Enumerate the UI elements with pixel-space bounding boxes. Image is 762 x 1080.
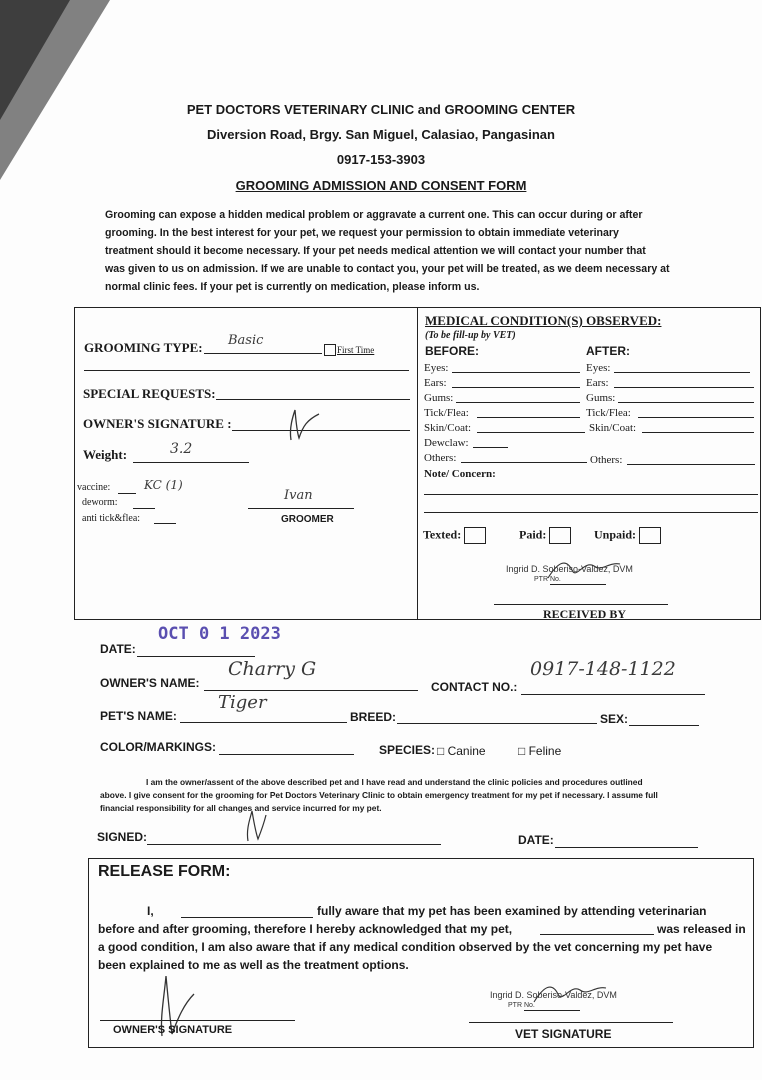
vet-release-signature-scribble <box>530 978 610 1008</box>
medical-subtitle: (To be fill-up by VET) <box>425 330 516 341</box>
breed-label: BREED: <box>350 710 397 724</box>
after-tickflea-line[interactable] <box>638 417 754 418</box>
after-gums-label: Gums: <box>586 392 616 404</box>
after-others-line[interactable] <box>627 464 755 465</box>
special-requests-label: SPECIAL REQUESTS: <box>83 386 216 401</box>
release-pet-line[interactable] <box>540 934 654 935</box>
after-skincoat-line[interactable] <box>642 432 754 433</box>
texted-label: Texted: <box>423 527 462 542</box>
vaccine-label: vaccine: <box>77 482 111 493</box>
intro-line: Grooming can expose a hidden medical problem or aggravate a current one. This can occur during or after <box>105 209 643 221</box>
anti-tick-line <box>154 523 176 524</box>
release-name-line[interactable] <box>181 917 313 918</box>
note-line-2[interactable] <box>424 512 758 513</box>
after-ears-line[interactable] <box>614 387 754 388</box>
paid-box[interactable] <box>549 527 571 544</box>
unpaid-label: Unpaid: <box>594 527 637 542</box>
owner-name-label: OWNER'S NAME: <box>100 676 200 690</box>
owner-signed-scribble <box>240 805 270 845</box>
before-eyes-label: Eyes: <box>424 362 449 374</box>
texted-box[interactable] <box>464 527 486 544</box>
release-line1-text: fully aware that my pet has been examined by attending veterinarian <box>317 904 707 918</box>
groomer-label: GROOMER <box>281 514 334 525</box>
intro-line: grooming. In the best interest for your pet, we request your permission to obtain immediate veterinary <box>105 227 619 239</box>
consent-line: above. I give consent for the grooming for Pet Doctors Veterinary Clinic to obtain emergency treatment for my pet if necessary. I assume full <box>100 790 658 800</box>
vet-signature-scribble <box>544 554 624 584</box>
consent-line: financial responsibility for all changes and service incurred for my pet. <box>100 803 382 813</box>
before-gums-label: Gums: <box>424 392 454 404</box>
pet-name-line <box>180 722 347 723</box>
release-line3-text: a good condition, I am also aware that if any medical condition observed by the vet concerning my pet have <box>98 940 713 954</box>
intro-line: normal clinic fees. If your pet is currently on medication, please inform us. <box>105 281 480 293</box>
before-skincoat-label: Skin/Coat: <box>424 422 472 434</box>
consent-paragraph <box>100 776 710 815</box>
weight-line <box>133 462 249 463</box>
before-gums-line[interactable] <box>456 402 580 403</box>
pet-name-value[interactable]: Tiger <box>218 692 267 713</box>
medical-title: MEDICAL CONDITION(S) OBSERVED: <box>425 313 662 328</box>
before-dewclaw-line[interactable] <box>473 447 508 448</box>
texted-checkbox[interactable] <box>423 527 486 544</box>
date-label: DATE: <box>100 642 136 656</box>
before-tickflea-line[interactable] <box>477 417 580 418</box>
after-eyes-line[interactable] <box>614 372 750 373</box>
vet-stamp-name: Ingrid D. Soberiso-Valdez, DVM <box>506 564 633 574</box>
note-concern-label: Note/ Concern: <box>424 468 496 480</box>
after-gums-line[interactable] <box>618 402 754 403</box>
contact-label: CONTACT NO.: <box>431 680 518 694</box>
pet-name-label: PET'S NAME: <box>100 709 177 723</box>
unpaid-box[interactable] <box>639 527 661 544</box>
owner-name-value[interactable]: Charry G <box>228 658 317 680</box>
deworm-line <box>133 508 155 509</box>
breed-line[interactable] <box>397 723 597 724</box>
after-eyes-label: Eyes: <box>586 362 611 374</box>
grooming-type-label: GROOMING TYPE: <box>84 340 203 355</box>
before-others-label: Others: <box>424 452 457 464</box>
clinic-address: Diversion Road, Brgy. San Miguel, Calasiao, Pangasinan <box>207 127 555 142</box>
release-owner-signature-label: OWNER'S SIGNATURE <box>113 1024 233 1036</box>
release-line4-text: been explained to me as well as the treatment options. <box>98 958 409 972</box>
grooming-type-line <box>204 353 322 354</box>
color-markings-line[interactable] <box>219 754 354 755</box>
date2-line[interactable] <box>555 847 698 848</box>
first-time-checkbox[interactable] <box>324 344 336 356</box>
intro-paragraph <box>105 206 715 296</box>
grooming-type-value[interactable]: Basic <box>228 333 264 348</box>
first-time-label: First Time <box>337 345 375 355</box>
intro-line: treatment should it become necessary. If your pet needs medical attention we will contact your number that <box>105 245 646 257</box>
before-eyes-line[interactable] <box>452 372 580 373</box>
deworm-label: deworm: <box>82 497 118 508</box>
weight-label: Weight: <box>83 447 128 462</box>
color-markings-label: COLOR/MARKINGS: <box>100 740 216 754</box>
vet-stamp-name: Ingrid D. Soberiso-Valdez, DVM <box>490 990 617 1000</box>
clinic-phone: 0917-153-3903 <box>336 152 426 167</box>
received-by-label: RECEIVED BY <box>543 607 627 621</box>
groomer-name[interactable]: Ivan <box>284 488 313 503</box>
vet-signature-label: VET SIGNATURE <box>515 1027 612 1041</box>
sex-label: SEX: <box>600 712 629 726</box>
date2-label: DATE: <box>518 833 554 847</box>
after-others-label: Others: <box>590 454 623 466</box>
before-label: BEFORE: <box>425 344 479 358</box>
groomer-line <box>248 508 354 509</box>
before-ears-label: Ears: <box>424 377 447 389</box>
canine-option[interactable]: □ Canine <box>437 744 486 758</box>
owner-name-line <box>204 690 418 691</box>
release-line2-text: before and after grooming, therefore I hereby acknowledged that my pet, <box>98 922 513 936</box>
sex-line[interactable] <box>629 725 699 726</box>
vet-signature-line[interactable] <box>469 1022 673 1023</box>
unpaid-checkbox[interactable] <box>594 527 661 544</box>
feline-option[interactable]: □ Feline <box>518 744 562 758</box>
contact-line <box>521 694 705 695</box>
signed-line[interactable] <box>147 844 441 845</box>
paid-label: Paid: <box>519 527 547 542</box>
before-dewclaw-label: Dewclaw: <box>424 437 469 449</box>
after-label: AFTER: <box>586 344 630 358</box>
species-label: SPECIES: <box>379 743 436 757</box>
release-owner-signature-line[interactable] <box>100 1020 295 1021</box>
after-ears-label: Ears: <box>586 377 609 389</box>
anti-tick-label: anti tick&flea: <box>82 513 141 524</box>
weight-value[interactable]: 3.2 <box>170 441 193 457</box>
after-tickflea-label: Tick/Flea: <box>586 407 631 419</box>
note-line-1[interactable] <box>424 494 758 495</box>
date-stamp-value[interactable]: OCT 0 1 2023 <box>158 624 281 644</box>
before-ears-line[interactable] <box>452 387 580 388</box>
vaccine-value[interactable]: KC (1) <box>144 478 183 492</box>
signed-label: SIGNED: <box>97 830 148 844</box>
grooming-type-extra-line <box>84 370 409 371</box>
owner-signature-scribble <box>285 402 325 444</box>
received-by-line <box>494 604 668 605</box>
vet-stamp-prc: PTR No. <box>508 1002 535 1009</box>
vaccine-line <box>118 493 136 494</box>
special-requests-line[interactable] <box>216 399 410 400</box>
date-line <box>137 656 255 657</box>
before-others-line[interactable] <box>461 462 587 463</box>
vet-stamp-prc: PTR No. <box>534 576 561 583</box>
release-title: RELEASE FORM: <box>98 863 231 880</box>
release-i-label: I, <box>147 904 154 918</box>
before-tickflea-label: Tick/Flea: <box>424 407 469 419</box>
form-title: GROOMING ADMISSION AND CONSENT FORM <box>235 178 527 193</box>
contact-value[interactable]: 0917-148-1122 <box>530 658 676 680</box>
clinic-name: PET DOCTORS VETERINARY CLINIC and GROOMING CENTER <box>186 102 576 117</box>
intro-line: was given to us on admission. If we are unable to contact you, your pet will be treated, as we deem necessary at <box>105 263 670 275</box>
paid-checkbox[interactable] <box>519 527 571 544</box>
vet-stamp-prc-line <box>524 1010 580 1011</box>
release-line2-end: was released in <box>657 922 746 936</box>
after-skincoat-label: Skin/Coat: <box>589 422 637 434</box>
before-skincoat-line[interactable] <box>477 432 585 433</box>
vet-stamp-prc-line <box>550 584 606 585</box>
consent-line: I am the owner/assent of the above described pet and I have read and understand the clinic policies and procedures outlined <box>146 777 643 787</box>
owner-signature-label: OWNER'S SIGNATURE : <box>83 416 232 431</box>
